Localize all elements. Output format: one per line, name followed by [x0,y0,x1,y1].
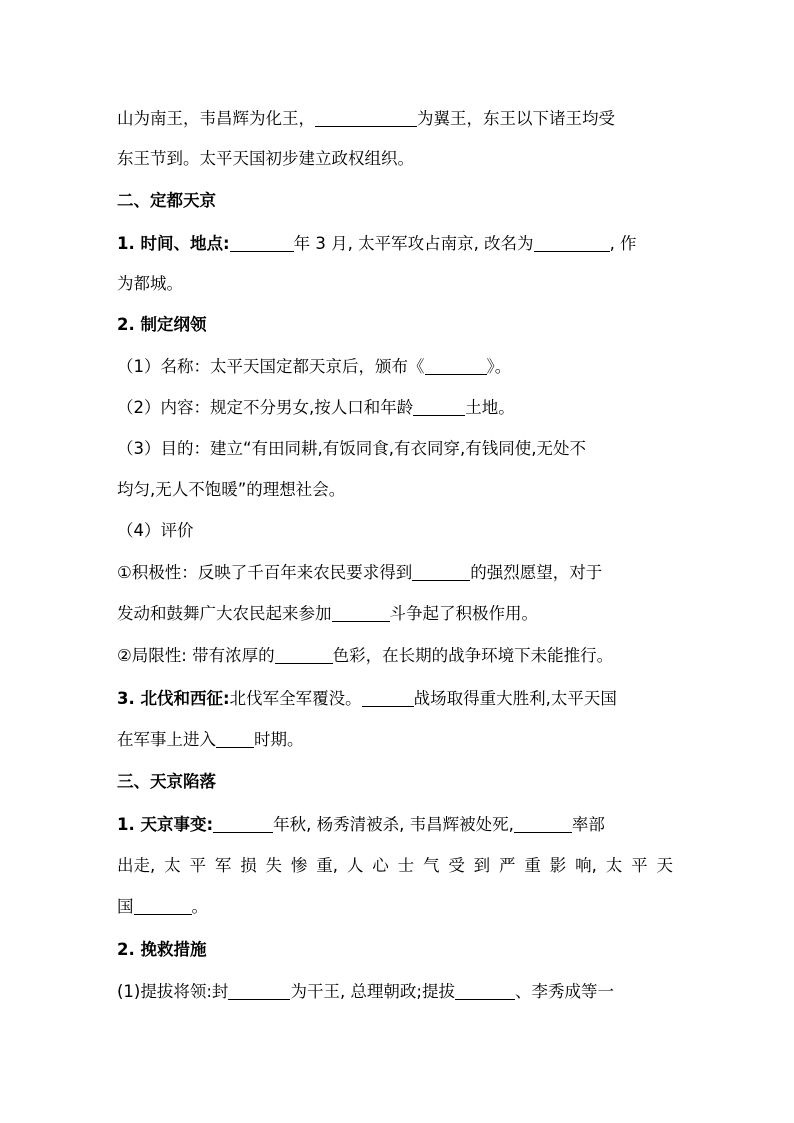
text: 年秋, 杨秀清被杀, 韦昌辉被处死, [273,815,514,834]
text-line [117,520,194,542]
text: 为都城。 [117,274,183,293]
text-word: 失 [265,856,283,875]
text-word: 重 [524,856,541,875]
text-line [117,603,538,625]
text-word: 响, [575,856,597,875]
text: 北伐军全军覆没。 [229,689,362,708]
text-word: 人 [346,856,364,875]
item-heading: 2. 制定纲领 [117,315,207,334]
text: 为翼王，东王以下诸王均受 [417,109,615,128]
text: 、李秀成等一 [515,982,614,1001]
text-line [117,356,511,378]
text-line [117,688,617,710]
fill-blank[interactable] [315,108,417,127]
fill-blank[interactable] [230,233,294,252]
text: 战场取得重大胜利,太平天国 [413,689,617,708]
text: （4）评价 [117,521,194,540]
text: （3）目的：建立“有田同耕,有饭同食,有衣同穿,有钱同使,无处不 [117,439,587,458]
text: ②局限性: 带有浓厚的 [117,646,275,665]
text-word: 平 [189,856,206,875]
text-word: 到 [473,856,491,875]
text-word: 平 [631,856,648,875]
text: 均匀,无人不饱暖”的理想社会。 [117,480,346,499]
fill-blank[interactable] [228,981,290,1000]
text-line [117,108,615,130]
text: 的强烈愿望，对于 [470,563,603,582]
text: 色彩，在长期的战争环境下未能推行。 [332,646,614,665]
text-word: 惨 [290,856,308,875]
fill-blank[interactable] [425,356,487,375]
section-heading: 二、定都天京 [117,191,216,210]
text: 斗争起了积极作用。 [389,604,538,623]
text-line [117,479,345,501]
text-word: 士 [397,856,415,875]
fill-blank[interactable] [134,896,192,915]
text: 为干王, 总理朝政;提拔 [290,982,455,1001]
text-word: 严 [499,856,516,875]
item-label: 1. 天京事变: [117,815,214,834]
fill-blank[interactable] [332,603,390,622]
fill-blank[interactable] [413,397,465,416]
text-line [117,896,208,918]
text-line [117,438,586,460]
text: 土地。 [465,398,515,417]
item-label: 1. 时间、地点: [117,234,230,253]
fill-blank[interactable] [213,814,273,833]
text: 年 3 月, 太平军攻占南京, 改名为 [293,234,534,253]
text-line [117,397,515,419]
text-line [117,981,614,1003]
item-heading: 2. 挽救措施 [117,940,207,959]
text: ①积极性：反映了千百年来农民要求得到 [117,563,413,582]
text-word: 重, [316,856,339,875]
text-line [117,814,605,836]
text: 东王节到。太平天国初步建立政权组织。 [117,149,414,168]
text: （1）名称：太平天国定都天京后，颁布《 [117,357,425,376]
text: , 作 [609,234,637,253]
text: 》。 [486,357,512,376]
text: 在军事上进入 [117,730,216,749]
section-heading: 三、天京陷落 [117,772,216,791]
text-line [117,562,602,584]
fill-blank[interactable] [455,981,515,1000]
fill-blank[interactable] [275,645,333,664]
text: (1)提拔将领:封 [117,982,229,1001]
fill-blank[interactable] [412,562,470,581]
text-word: 天 [656,856,673,875]
text-line [117,148,414,170]
justified-line [117,855,673,877]
text-word: 出走, [117,856,156,875]
text: （2）内容：规定不分男女,按人口和年龄 [117,398,414,417]
text-word: 心 [372,856,389,875]
fill-blank[interactable] [216,729,254,748]
text: 国 [117,897,134,916]
fill-blank[interactable] [514,814,572,833]
text-line [117,233,637,255]
text-line [117,729,304,751]
fill-blank[interactable] [534,233,610,252]
text: 率部 [571,815,605,834]
fill-blank[interactable] [362,688,414,707]
text-word: 军 [214,856,232,875]
text-word: 影 [549,856,567,875]
item-label: 3. 北伐和西征: [117,689,230,708]
text-word: 太 [605,856,623,875]
text-line [117,273,183,295]
text: 发动和鼓舞广大农民起来参加 [117,604,332,623]
text: 。 [191,897,208,916]
text-line [117,645,613,667]
text-word: 损 [240,856,257,875]
text: 山为南王，韦昌辉为化王， [117,109,315,128]
text-word: 受 [448,856,465,875]
text: 时期。 [254,730,304,749]
text-word: 气 [422,856,440,875]
text-word: 太 [164,856,181,875]
